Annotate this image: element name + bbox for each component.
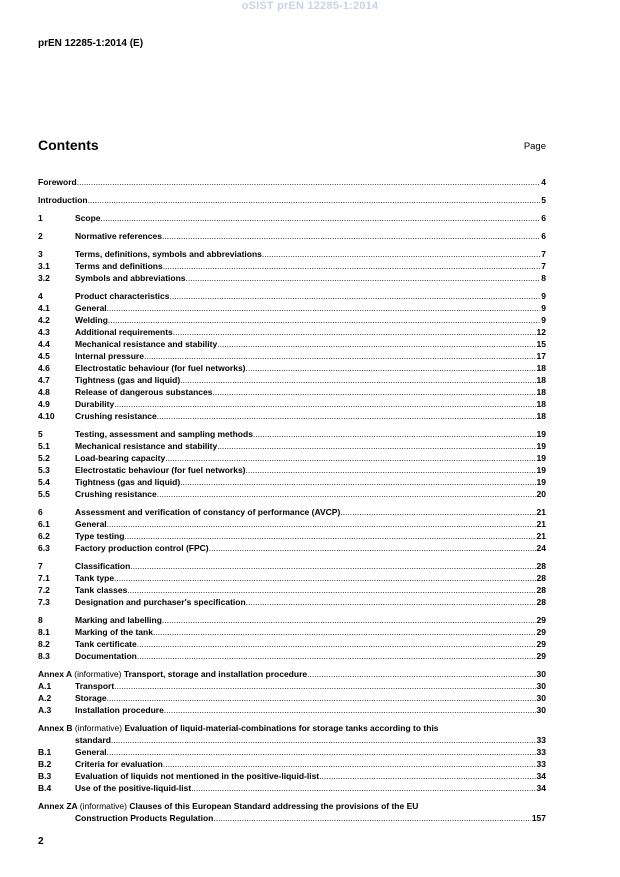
- toc-dot-leader: [164, 704, 536, 716]
- toc-entry[interactable]: [38, 374, 546, 386]
- toc-entry-page: 20: [536, 489, 546, 499]
- toc-entry-number: 1: [38, 213, 43, 223]
- toc-entry-number: A.2: [38, 693, 52, 703]
- toc-entry-page: 30: [536, 681, 546, 691]
- toc-entry-page: 19: [536, 429, 546, 439]
- toc-dot-leader: [157, 488, 536, 500]
- toc-entry-title: Tank type: [75, 573, 115, 583]
- toc-dot-leader: [212, 386, 535, 398]
- toc-entry-number: 4.9: [38, 399, 50, 409]
- toc-entry[interactable]: [38, 488, 546, 500]
- toc-dot-leader: [340, 506, 535, 518]
- toc-dot-leader: [144, 350, 536, 362]
- toc-dot-leader: [157, 410, 536, 422]
- toc-entry[interactable]: [38, 614, 546, 626]
- toc-entry-number: 5.4: [38, 477, 50, 487]
- toc-entry-title: Tank classes: [75, 585, 128, 595]
- toc-entry-title: Tightness (gas and liquid): [75, 477, 181, 487]
- annex-title-cont: standard: [75, 735, 111, 745]
- toc-entry-number: 6.1: [38, 519, 50, 529]
- toc-dot-leader: [107, 518, 536, 530]
- toc-entry-page: 6: [541, 231, 546, 241]
- annex-title: Transport, storage and installation procedure: [123, 669, 308, 679]
- toc-entry-page: 4: [541, 177, 546, 187]
- toc-entry-number: 6.2: [38, 531, 50, 541]
- toc-dot-leader: [107, 692, 536, 704]
- toc-entry-page: 33: [536, 747, 546, 757]
- toc-entry[interactable]: [38, 302, 546, 314]
- toc-entry-number: 6: [38, 507, 43, 517]
- toc-entry[interactable]: [38, 452, 546, 464]
- toc-entry-title: Factory production control (FPC): [75, 543, 209, 553]
- toc-entry-number: 4.8: [38, 387, 50, 397]
- toc-entry-title: Product characteristics: [75, 291, 170, 301]
- toc-entry-number: B.1: [38, 747, 52, 757]
- toc-entry-title: Crushing resistance: [75, 489, 157, 499]
- toc-dot-leader: [108, 314, 540, 326]
- toc-entry-title: Testing, assessment and sampling methods: [75, 429, 253, 439]
- toc-entry-title: Load-bearing capacity: [75, 453, 166, 463]
- toc-dot-leader: [107, 746, 536, 758]
- toc-entry-title: Mechanical resistance and stability: [75, 339, 218, 349]
- toc-entry-title: General: [75, 519, 107, 529]
- toc-entry-title: Symbols and abbreviations: [75, 273, 186, 283]
- toc-entry[interactable]: [38, 212, 546, 224]
- toc-entry-title: Classification: [75, 561, 131, 571]
- toc-entry-title: General: [75, 303, 107, 313]
- toc-entry[interactable]: [38, 542, 546, 554]
- toc-entry-number: 7.2: [38, 585, 50, 595]
- toc-entry[interactable]: [38, 770, 546, 782]
- toc-entry-page: 18: [536, 411, 546, 421]
- toc-dot-leader: [77, 176, 541, 188]
- toc-entry-title: Documentation: [75, 651, 137, 661]
- toc-entry-number: 5.3: [38, 465, 50, 475]
- annex-note: (informative): [74, 669, 122, 679]
- toc-entry-page: 21: [536, 519, 546, 529]
- toc-dot-leader: [246, 362, 536, 374]
- toc-dot-leader: [163, 260, 541, 272]
- toc-entry-number: 4.2: [38, 315, 50, 325]
- toc-dot-leader: [114, 398, 535, 410]
- toc-entry[interactable]: [38, 410, 546, 422]
- toc-entry-number: 6.3: [38, 543, 50, 553]
- toc-entry-title: Introduction: [38, 195, 88, 205]
- toc-entry[interactable]: [38, 596, 546, 608]
- toc-entry-page: 30: [536, 669, 546, 679]
- toc-entry-number: 7: [38, 561, 43, 571]
- toc-entry-number: 5.1: [38, 441, 50, 451]
- toc-entry-title: Terms and definitions: [75, 261, 163, 271]
- toc-entry-page: 15: [536, 339, 546, 349]
- toc-dot-leader: [114, 680, 535, 692]
- toc-entry-number: B.3: [38, 771, 52, 781]
- document-id: prEN 12285-1:2014 (E): [38, 38, 144, 49]
- toc-entry[interactable]: [38, 518, 546, 530]
- toc-annex-entry[interactable]: [38, 800, 546, 812]
- toc-entry[interactable]: [38, 530, 546, 542]
- toc-dot-leader: [319, 770, 535, 782]
- toc-entry-number: 4.5: [38, 351, 50, 361]
- toc-entry-title: Type testing: [75, 531, 125, 541]
- toc-entry-page: 28: [536, 585, 546, 595]
- toc-dot-leader: [101, 212, 541, 224]
- toc-entry-page: 5: [541, 195, 546, 205]
- toc-entry-title: Evaluation of liquids not mentioned in the positive-liquid-list: [75, 771, 320, 781]
- toc-entry-page: 7: [541, 261, 546, 271]
- toc-annex-entry[interactable]: [38, 722, 546, 734]
- toc-dot-leader: [173, 326, 536, 338]
- toc-dot-leader: [217, 440, 535, 452]
- toc-entry-number: 4.6: [38, 363, 50, 373]
- toc-entry-number: 4.10: [38, 411, 55, 421]
- toc-entry[interactable]: [38, 758, 546, 770]
- toc-annex-title: [38, 722, 439, 734]
- toc-entry-title: Assessment and verification of constancy of performance (AVCP): [75, 507, 341, 517]
- page-column-header: Page: [523, 141, 546, 152]
- toc-dot-leader: [162, 614, 536, 626]
- toc-dot-leader: [165, 452, 535, 464]
- toc-entry-page: 9: [541, 291, 546, 301]
- toc-entry-page: 19: [536, 453, 546, 463]
- toc-entry[interactable]: [38, 428, 546, 440]
- toc-entry-title: Marking and labelling: [75, 615, 162, 625]
- toc-entry-number: 8.2: [38, 639, 50, 649]
- toc-entry[interactable]: [38, 704, 546, 716]
- toc-entry-title: Durability: [75, 399, 115, 409]
- toc-entry-number: 3.2: [38, 273, 50, 283]
- toc-entry-title: Mechanical resistance and stability: [75, 441, 218, 451]
- annex-label: Annex A: [38, 669, 72, 679]
- toc-entry-number: 5: [38, 429, 43, 439]
- toc-entry-page: 30: [536, 705, 546, 715]
- toc-entry[interactable]: [38, 692, 546, 704]
- toc-entry[interactable]: [38, 230, 546, 242]
- annex-note: (informative): [74, 723, 123, 733]
- toc-entry[interactable]: [38, 398, 546, 410]
- toc-entry[interactable]: [38, 560, 546, 572]
- toc-entry-page: 7: [541, 249, 546, 259]
- toc-annex-entry[interactable]: [38, 668, 546, 680]
- toc-dot-leader: [262, 248, 540, 260]
- toc-dot-leader: [130, 560, 535, 572]
- toc-dot-leader: [246, 596, 536, 608]
- toc-dot-leader: [213, 812, 530, 824]
- toc-dot-leader: [153, 626, 536, 638]
- toc-entry-title: Criteria for evaluation: [75, 759, 163, 769]
- toc-entry-page: 19: [536, 465, 546, 475]
- toc-entry-page: 19: [536, 477, 546, 487]
- annex-note: (informative): [79, 801, 127, 811]
- toc-entry-title: Designation and purchaser's specification: [75, 597, 246, 607]
- toc-entry-page: 29: [536, 651, 546, 661]
- toc-entry-title: Electrostatic behaviour (for fuel networks): [75, 465, 246, 475]
- toc-entry-number: 8.3: [38, 651, 50, 661]
- toc-dot-leader: [107, 302, 541, 314]
- toc-entry-title: Internal pressure: [75, 351, 144, 361]
- toc-entry-number: 8.1: [38, 627, 50, 637]
- toc-entry-title: General: [75, 747, 107, 757]
- toc-dot-leader: [191, 782, 535, 794]
- toc-entry-number: B.4: [38, 783, 52, 793]
- toc-dot-leader: [307, 668, 535, 680]
- toc-entry[interactable]: [38, 248, 546, 260]
- toc-dot-leader: [127, 584, 535, 596]
- toc-entry-page: 6: [541, 213, 546, 223]
- toc-entry[interactable]: [38, 176, 546, 188]
- toc-entry-title: Tightness (gas and liquid): [75, 375, 181, 385]
- toc-entry-page: 28: [536, 597, 546, 607]
- toc-entry[interactable]: [38, 506, 546, 518]
- toc-dot-leader: [163, 758, 536, 770]
- toc-dot-leader: [114, 572, 535, 584]
- toc-entry-number: 7.3: [38, 597, 50, 607]
- toc-entry[interactable]: [38, 650, 546, 662]
- toc-annex-title: [38, 800, 418, 812]
- toc-dot-leader: [186, 272, 541, 284]
- toc-entry-page: 21: [536, 507, 546, 517]
- toc-entry-number: 4.3: [38, 327, 50, 337]
- toc-entry-title: Tank certificate: [75, 639, 137, 649]
- toc-dot-leader: [180, 374, 535, 386]
- toc-dot-leader: [111, 734, 536, 746]
- annex-title-cont: Construction Products Regulation: [75, 813, 214, 823]
- toc-entry-title: Storage: [75, 693, 107, 703]
- toc-entry-title: Normative references: [75, 231, 162, 241]
- toc-entry-page: 9: [541, 303, 546, 313]
- toc-dot-leader: [137, 650, 536, 662]
- toc-entry[interactable]: [38, 314, 546, 326]
- toc-entry-page: 18: [536, 375, 546, 385]
- toc-dot-leader: [180, 476, 535, 488]
- toc-annex-continuation: [38, 734, 546, 746]
- toc-entry[interactable]: [38, 476, 546, 488]
- toc-entry-number: 4.1: [38, 303, 50, 313]
- toc-entry[interactable]: [38, 338, 546, 350]
- toc-entry-page: 29: [536, 615, 546, 625]
- toc-entry-title: Installation procedure: [75, 705, 164, 715]
- toc-entry-page: 29: [536, 627, 546, 637]
- toc-entry[interactable]: [38, 260, 546, 272]
- toc-entry[interactable]: [38, 464, 546, 476]
- toc-entry-title: Welding: [75, 315, 108, 325]
- toc-entry-number: B.2: [38, 759, 52, 769]
- toc-entry-number: 2: [38, 231, 43, 241]
- toc-entry-title: Terms, definitions, symbols and abbreviations: [75, 249, 262, 259]
- toc-entry-page: 24: [536, 543, 546, 553]
- toc-dot-leader: [253, 428, 536, 440]
- toc-annex-continuation: [38, 812, 546, 824]
- toc-dot-leader: [124, 530, 535, 542]
- toc-annex-title: [38, 668, 307, 680]
- toc-entry-number: A.1: [38, 681, 52, 691]
- toc-entry[interactable]: [38, 350, 546, 362]
- toc-entry-page: 33: [536, 759, 546, 769]
- toc-entry-title: Release of dangerous substances: [75, 387, 213, 397]
- toc-entry[interactable]: [38, 440, 546, 452]
- annex-title: Evaluation of liquid-material-combinations for storage tanks according to this: [124, 723, 439, 733]
- toc-entry-page: 18: [536, 399, 546, 409]
- toc-entry-page: 19: [536, 441, 546, 451]
- toc-entry-page: 18: [536, 387, 546, 397]
- toc-dot-leader: [88, 194, 541, 206]
- toc-entry[interactable]: [38, 290, 546, 302]
- page-number: 2: [38, 836, 44, 847]
- watermark: oSIST prEN 12285-1:2014: [241, 0, 379, 12]
- toc-entry-number: 4.7: [38, 375, 50, 385]
- toc-entry[interactable]: [38, 194, 546, 206]
- annex-label: Annex B: [38, 723, 73, 733]
- toc-entry[interactable]: [38, 680, 546, 692]
- toc-entry-title: Additional requirements: [75, 327, 173, 337]
- toc-entry[interactable]: [38, 272, 546, 284]
- contents-title: Contents: [38, 137, 99, 153]
- toc-entry-title: Use of the positive-liquid-list: [75, 783, 192, 793]
- toc-entry[interactable]: [38, 362, 546, 374]
- toc-entry-page: 34: [536, 771, 546, 781]
- toc-entry-number: 7.1: [38, 573, 50, 583]
- toc-entry-number: 5.5: [38, 489, 50, 499]
- toc-entry-page: 12: [536, 327, 546, 337]
- toc-entry-title: Marking of the tank: [75, 627, 153, 637]
- toc-entry-page: 17: [536, 351, 546, 361]
- toc-dot-leader: [209, 542, 536, 554]
- toc-entry[interactable]: [38, 584, 546, 596]
- toc-entry-page: 28: [536, 573, 546, 583]
- toc-entry-page: 18: [536, 363, 546, 373]
- toc-entry-number: 3.1: [38, 261, 50, 271]
- toc-dot-leader: [246, 464, 536, 476]
- toc-entry-number: 4.4: [38, 339, 50, 349]
- toc-entry[interactable]: [38, 386, 546, 398]
- toc-entry-page: 29: [536, 639, 546, 649]
- toc-dot-leader: [217, 338, 535, 350]
- toc-dot-leader: [169, 290, 540, 302]
- toc-dot-leader: [162, 230, 540, 242]
- toc-entry[interactable]: [38, 626, 546, 638]
- toc-entry[interactable]: [38, 326, 546, 338]
- toc-entry-title: Electrostatic behaviour (for fuel networks): [75, 363, 246, 373]
- toc-entry-page: 8: [541, 273, 546, 283]
- toc-entry-page: 21: [536, 531, 546, 541]
- toc-entry-title: Scope: [75, 213, 101, 223]
- toc-entry-page: 157: [531, 813, 546, 823]
- toc-entry[interactable]: [38, 746, 546, 758]
- toc-entry-number: 4: [38, 291, 43, 301]
- table-of-contents: [38, 176, 546, 824]
- toc-entry-page: 28: [536, 561, 546, 571]
- toc-entry-number: 3: [38, 249, 43, 259]
- toc-entry-title: Foreword: [38, 177, 77, 187]
- toc-entry-number: 8: [38, 615, 43, 625]
- toc-entry-page: 34: [536, 783, 546, 793]
- toc-entry-page: 30: [536, 693, 546, 703]
- annex-title: Clauses of this European Standard addressing the provisions of the EU: [129, 801, 419, 811]
- toc-entry-number: 5.2: [38, 453, 50, 463]
- toc-entry-page: 9: [541, 315, 546, 325]
- toc-entry-number: A.3: [38, 705, 52, 715]
- toc-dot-leader: [137, 638, 536, 650]
- toc-entry-page: 33: [536, 735, 546, 745]
- toc-entry[interactable]: [38, 638, 546, 650]
- toc-entry[interactable]: [38, 572, 546, 584]
- toc-entry[interactable]: [38, 782, 546, 794]
- toc-entry-title: Crushing resistance: [75, 411, 157, 421]
- annex-label: Annex ZA: [38, 801, 78, 811]
- toc-entry-title: Transport: [75, 681, 115, 691]
